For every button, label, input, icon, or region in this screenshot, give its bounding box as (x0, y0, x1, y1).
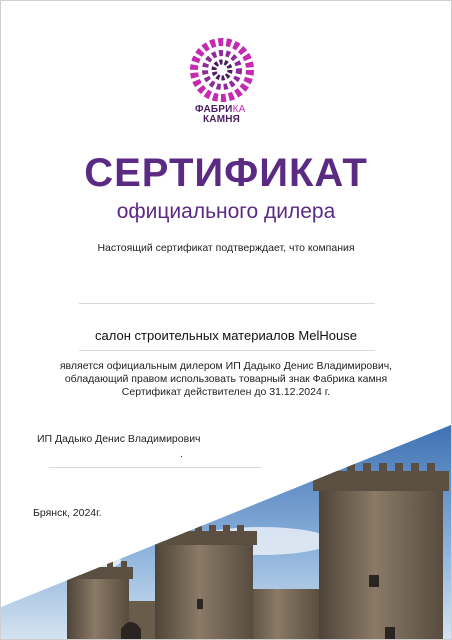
logo-line1-main: ФАБРИ (195, 104, 233, 115)
body-line: Сертификат действителен до 31.12.2024 г. (121, 386, 331, 398)
logo-wordmark (195, 105, 265, 125)
divider-top (79, 303, 375, 304)
divider-bottom (79, 350, 375, 351)
company-name: салон строительных материалов MelHouse (95, 328, 357, 343)
signature-line (49, 467, 261, 468)
signer-name: ИП Дадыко Денис Владимирович (37, 433, 201, 445)
logo-line2: КАМНЯ (203, 114, 241, 125)
certificate-title: СЕРТИФИКАТ (84, 151, 368, 195)
body-line: обладающий правом использовать товарный знак Фабрика камня (64, 373, 388, 385)
certificate-body (1, 360, 451, 399)
signature-mark: . (180, 449, 183, 460)
body-line: является официальным дилером ИП Дадыко Денис Владимирович, (59, 360, 393, 372)
confirm-text: Настоящий сертификат подтверждает, что компания (97, 242, 355, 254)
stone-factory-logo-icon (189, 37, 255, 103)
city-date: Брянск, 2024г. (33, 507, 102, 519)
certificate-subtitle: официального дилера (116, 200, 336, 223)
logo-line1-accent: КА (232, 104, 246, 115)
